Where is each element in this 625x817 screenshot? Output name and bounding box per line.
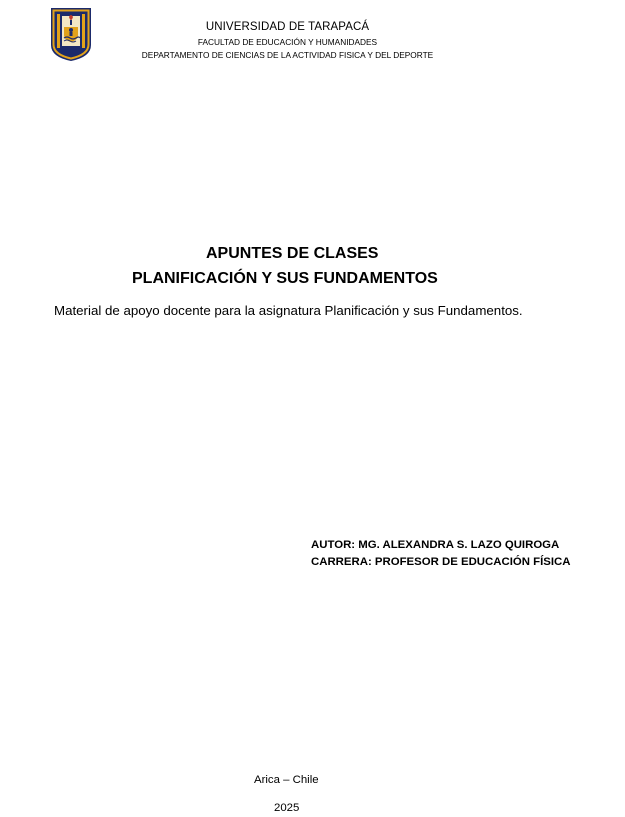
career-line: CARRERA: PROFESOR DE EDUCACIÓN FÍSICA (311, 556, 571, 568)
department-name: DEPARTAMENTO DE CIENCIAS DE LA ACTIVIDAD FISICA Y DEL DEPORTE (141, 50, 434, 60)
faculty-name: FACULTAD DE EDUCACIÓN Y HUMANIDADES (197, 37, 378, 47)
place-text: Arica – Chile (254, 774, 319, 786)
document-title-line1: APUNTES DE CLASES (206, 245, 379, 262)
document-title-line2: PLANIFICACIÓN Y SUS FUNDAMENTOS (132, 270, 438, 287)
university-shield-logo-icon (50, 7, 92, 62)
year-text: 2025 (274, 802, 300, 814)
university-name: UNIVERSIDAD DE TARAPACÁ (205, 21, 370, 33)
author-line: AUTOR: MG. ALEXANDRA S. LAZO QUIROGA (311, 539, 560, 551)
document-subtitle: Material de apoyo docente para la asignatura Planificación y sus Fundamentos. (54, 303, 523, 318)
